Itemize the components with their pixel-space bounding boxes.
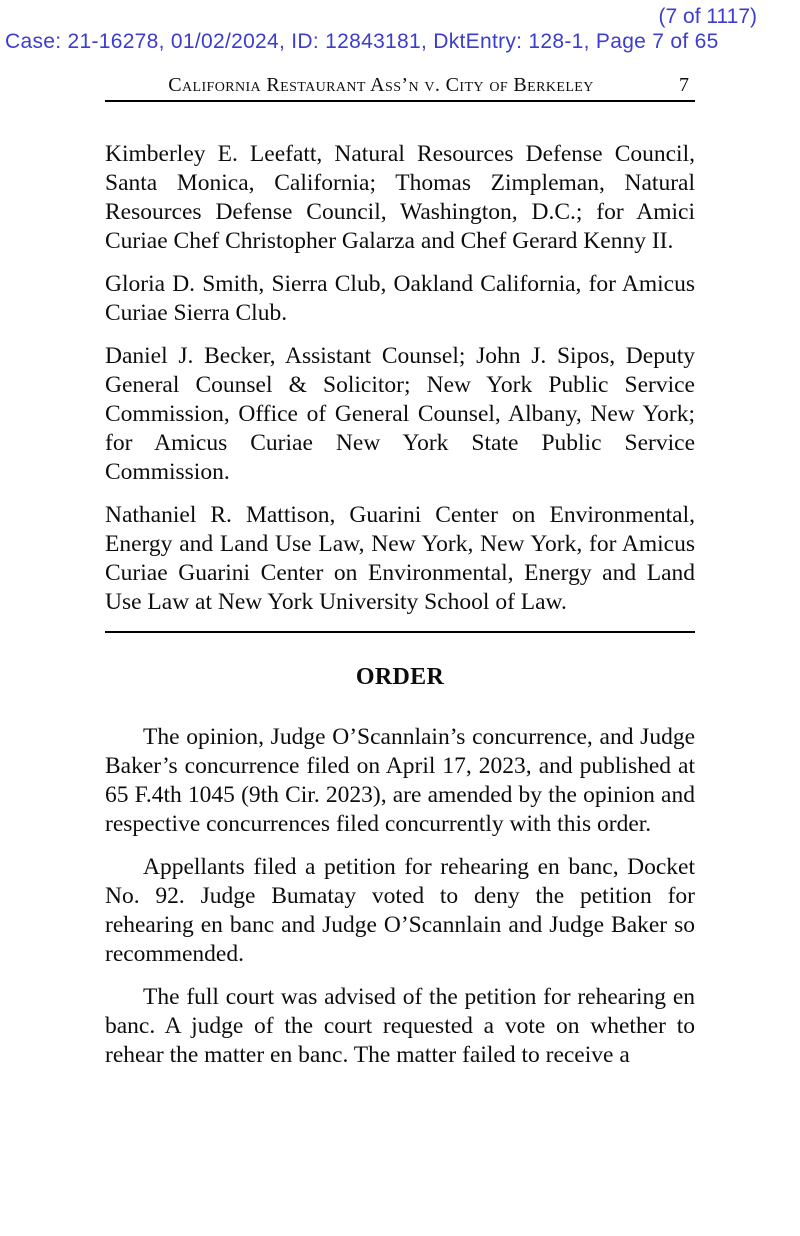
stamp-case-info-line: Case: 21-16278, 01/02/2024, ID: 12843181, DktEntry: 128-1, Page 7 of 65 xyxy=(5,30,719,53)
stamp-attachment-page-count: (7 of 1117) xyxy=(658,5,757,28)
running-header xyxy=(105,74,695,102)
counsel-paragraph: Nathaniel R. Mattison, Guarini Center on Environmental, Energy and Land Use Law, New York, New York, for Amicus Curiae Guarini Center on Environmental, Energy and Land Use Law at New York University School of Law. xyxy=(105,502,695,615)
order-paragraph: Appellants filed a petition for rehearing en banc, Docket No. 92. Judge Bumatay voted to deny the petition for rehearing en banc and Judge O’Scannlain and Judge Baker so recommended. xyxy=(105,854,695,967)
header-page-number: 7 xyxy=(679,74,689,96)
section-divider xyxy=(105,631,695,633)
header-case-title: California Restaurant Ass’n v. City of Berkeley xyxy=(168,74,594,96)
counsel-paragraph: Daniel J. Becker, Assistant Counsel; John J. Sipos, Deputy General Counsel & Solicitor; New York Public Service Commission, Office of General Counsel, Albany, New York; for Amicus Curiae New York State Public Service Commission. xyxy=(105,343,695,485)
order-paragraph: The opinion, Judge O’Scannlain’s concurrence, and Judge Baker’s concurrence filed on April 17, 2023, and published at 65 F.4th 1045 (9th Cir. 2023), are amended by the opinion and respective concurrences filed concurrently with this order. xyxy=(105,724,695,837)
document-content xyxy=(105,74,695,1070)
counsel-listing xyxy=(105,140,695,617)
counsel-paragraph: Kimberley E. Leefatt, Natural Resources Defense Council, Santa Monica, California; Thomas Zimpleman, Natural Resources Defense Council, Washington, D.C.; for Amici Curiae Chef Christopher Galarza and Chef Gerard Kenny II. xyxy=(105,141,695,254)
order-heading: ORDER xyxy=(355,664,445,690)
order-paragraph: The full court was advised of the petition for rehearing en banc. A judge of the court requested a vote on whether to rehear the matter en banc. The matter failed to receive a xyxy=(105,984,695,1068)
counsel-paragraph: Gloria D. Smith, Sierra Club, Oakland California, for Amicus Curiae Sierra Club. xyxy=(105,271,695,326)
cm-ecf-stamp xyxy=(0,4,800,54)
